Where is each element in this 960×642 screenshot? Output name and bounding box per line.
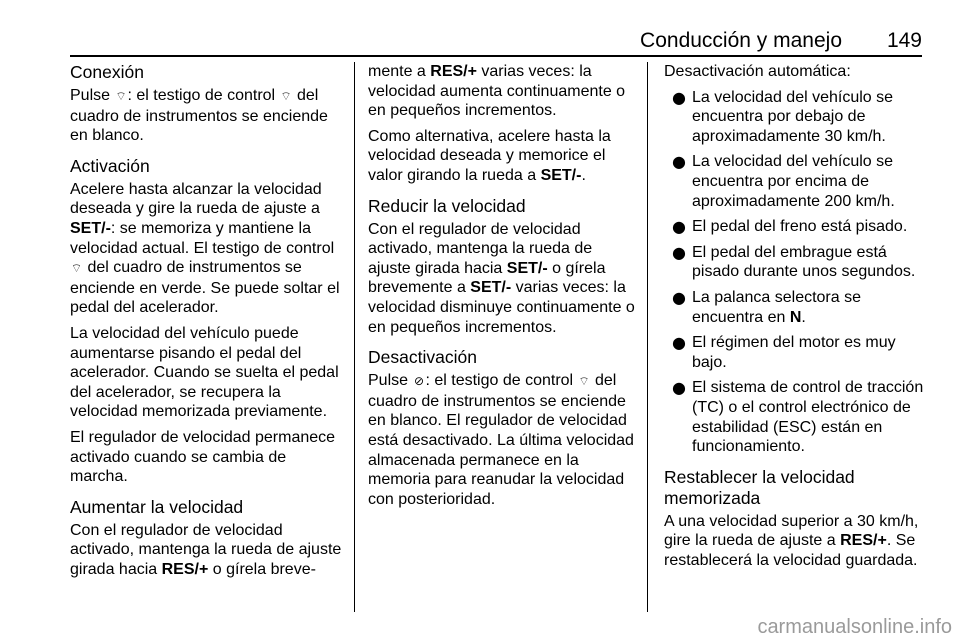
bullet-icon: ●	[672, 287, 686, 307]
bullet-icon: ●	[672, 378, 686, 398]
heading-activacion: Activación	[70, 155, 150, 176]
paragraph-restablecer: A una velocidad superior a 30 km/h, gire la rueda de ajuste a RES/+. Se restablecerá la velocidad guardada.	[664, 512, 919, 569]
bullet-list	[664, 88, 926, 457]
paragraph-activacion-1: Acelere hasta alcanzar la velocidad deseada y gire la rueda de ajuste a SET/-: se memoriza y mantiene la velocidad actual. El testigo de control ⌔ del cuadro de instrumentos se enciende en verde. Se puede soltar el pedal del acelerador.	[70, 180, 340, 317]
cruise-control-icon: ⌔	[578, 374, 590, 389]
bullet-icon: ●	[672, 333, 686, 353]
list-item: ● La palanca selectora se encuentra en N.	[672, 287, 861, 326]
paragraph-aumentar: Con el regulador de velocidad activado, mantenga la rueda de ajuste girada hacia RES/+ o gírela breve-	[70, 521, 342, 578]
column-divider	[354, 62, 355, 612]
paragraph-aumentar-cont: mente a RES/+ varias veces: la velocidad aumenta continuamente o en pequeños incrementos.	[368, 63, 626, 120]
list-item: ● El régimen del motor es muy bajo.	[672, 333, 896, 371]
cruise-control-icon: ⌔	[70, 261, 83, 276]
heading-conexion: Conexión	[70, 62, 144, 82]
heading-aumentar: Aumentar la velocidad	[70, 496, 244, 517]
paragraph-desactivacion-automatica: Desactivación automática:	[664, 63, 851, 80]
column-divider	[647, 62, 648, 612]
heading-desactivacion: Desactivación	[368, 347, 477, 368]
list-item: ● La velocidad del vehículo se encuentra por debajo de aproximadamente 30 km/h.	[672, 87, 894, 145]
heading-reducir: Reducir la velocidad	[368, 195, 526, 216]
cruise-control-off-icon: ⊘	[413, 374, 424, 389]
paragraph-activacion-3: El regulador de velocidad permanece activado cuando se cambia de marcha.	[70, 428, 336, 486]
cruise-control-icon: ⌔	[280, 89, 292, 103]
bullet-icon: ●	[672, 242, 686, 262]
bullet-icon: ●	[672, 217, 686, 237]
bullet-icon: ●	[672, 87, 686, 107]
page-header	[70, 29, 922, 57]
bullet-icon: ●	[672, 152, 686, 172]
list-item: ● El pedal del embrague está pisado durante unos segundos.	[672, 242, 916, 281]
paragraph-desactivacion: Pulse ⊘: el testigo de control ⌔ del cuadro de instrumentos se enciende en blanco. El regulador de velocidad está desactivado. La última velocidad almacenada permanece en la memoria para reanudar la velocidad con posterioridad.	[368, 372, 634, 508]
paragraph-activacion-2: La velocidad del vehículo puede aumentarse pisando el pedal del acelerador. Cuando se suelta el pedal del acelerador, se recupera la velocidad memorizada previamente.	[70, 324, 339, 421]
list-item: ● La velocidad del vehículo se encuentra por encima de aproximadamente 200 km/h.	[672, 152, 895, 210]
cruise-control-icon: ⌔	[115, 89, 127, 103]
paragraph-alternativa: Como alternativa, acelere hasta la velocidad deseada y memorice el valor girando la rueda a SET/-.	[368, 127, 611, 184]
column-1	[70, 62, 345, 585]
column-3	[664, 62, 926, 576]
paragraph-reducir: Con el regulador de velocidad activado, mantenga la rueda de ajuste girada hacia SET/- o gírela brevemente a SET/- varias veces: la velocidad disminuye continuamente o en pequeños incrementos.	[368, 220, 635, 336]
column-2	[368, 62, 636, 515]
page-number: 149	[886, 29, 922, 52]
list-item: ● El pedal del freno está pisado.	[672, 217, 908, 237]
heading-restablecer: Restablecer la velocidad memorizada	[664, 466, 855, 508]
page-title: Conducción y manejo	[640, 29, 842, 52]
paragraph-conexion: Pulse ⌔: el testigo de control ⌔ del cuadro de instrumentos se enciende en blanco.	[70, 87, 328, 145]
list-item: ● El sistema de control de tracción (TC) o el control electrónico de estabilidad (ESC) están en funcionamiento.	[672, 378, 924, 456]
watermark: carmanualsonline.info	[757, 616, 952, 638]
